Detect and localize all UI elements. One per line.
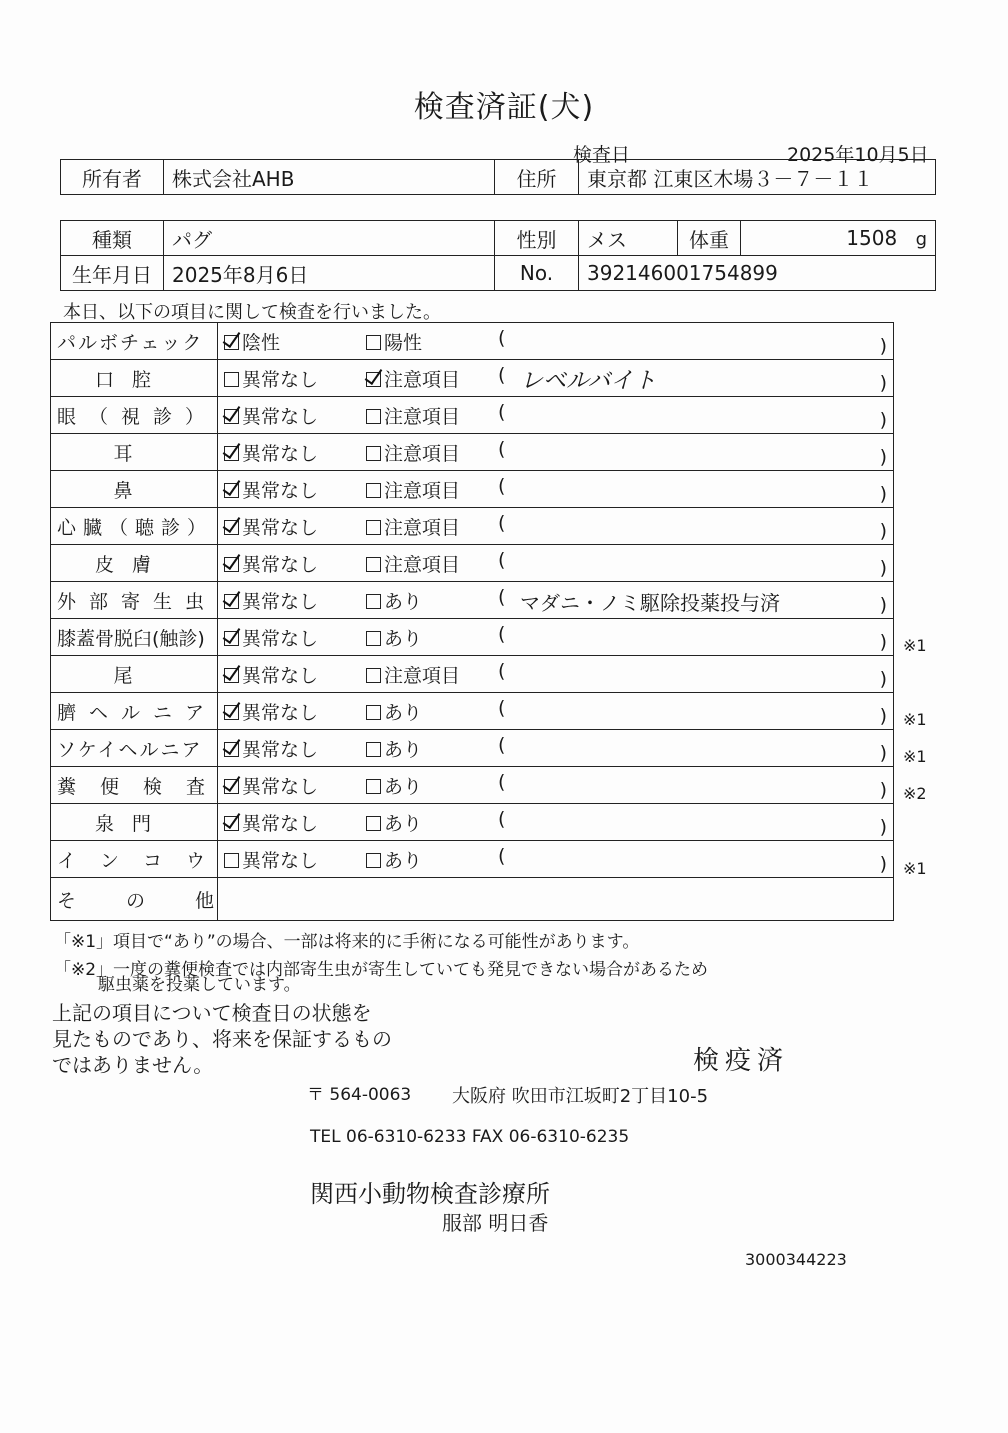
checkbox-icon[interactable] [224,557,239,572]
checkbox-icon[interactable] [366,816,381,831]
breed-value: パグ [164,221,495,256]
option-2[interactable] [366,513,460,540]
checkbox-icon[interactable] [366,520,381,535]
left-paren: ( [498,475,506,497]
option-1[interactable] [224,846,318,873]
option-1-label: 異常なし [242,554,319,576]
checklist-row [51,804,894,841]
row-label-cell [51,804,218,841]
note-2b: 駆虫薬を投薬しています。 [98,975,301,995]
row-label-cell [51,360,218,397]
option-2-label: あり [384,591,423,613]
row-label-cell [51,841,230,878]
checkbox-icon[interactable] [366,668,381,683]
right-paren: ) [879,816,887,838]
option-2-label: あり [384,702,423,724]
breed-label: 種類 [61,221,164,256]
option-1[interactable] [224,402,318,429]
checklist-row [51,619,894,656]
row-label [57,402,218,429]
right-paren: ) [879,520,887,542]
inspection-date: 2025年10月5日 [787,144,929,166]
row-label [57,809,207,836]
document-title: 検査済証(犬) [413,90,595,125]
note-2a: 「※2」一度の糞便検査では内部寄生虫が寄生していても発見できない場合があるため [54,960,709,980]
other-label-text: その他 [57,889,265,912]
option-1-label: 異常なし [242,480,319,502]
option-2[interactable] [366,587,422,614]
right-paren: ) [879,668,887,690]
inspected-stamp: 検疫済 [693,1046,790,1076]
option-1-label: 異常なし [242,369,319,391]
row-label [57,328,207,355]
owner-table [60,159,936,195]
checkbox-icon[interactable] [366,742,381,757]
row-label-cell [51,656,218,693]
row-label [57,772,230,799]
option-2[interactable] [366,365,460,392]
row-label-text: 心臓（聴診） [57,516,214,539]
row-label [57,846,230,873]
row-label [57,661,207,688]
row-body-cell [218,508,894,545]
checkbox-icon[interactable] [366,446,381,461]
left-paren: ( [498,623,506,645]
option-1-label: 陰性 [242,332,281,354]
checklist-row [51,841,894,878]
checkbox-icon[interactable] [366,631,381,646]
left-paren: ( [498,364,506,386]
option-2[interactable] [366,661,460,688]
option-2-label: あり [384,813,423,835]
option-2-label: 陽性 [384,332,423,354]
row-label-cell [51,471,218,508]
clinic-name: 関西小動物検査診療所 [310,1180,550,1208]
row-label-text: ソケイヘルニア [57,738,203,761]
right-paren: ) [879,372,887,394]
option-1[interactable] [224,439,318,466]
right-paren: ) [879,483,887,505]
checklist-row [51,397,894,434]
checklist-row [51,656,894,693]
footnote-mark: ※1 [903,858,927,878]
row-body-cell [218,582,894,619]
option-2-label: 注意項目 [384,369,461,391]
option-1[interactable] [224,550,318,577]
option-2-label: あり [384,850,423,872]
left-paren: ( [498,771,506,793]
checklist-row [51,508,894,545]
right-paren: ) [879,779,887,801]
checkbox-icon[interactable] [366,372,381,387]
other-value-cell [218,878,894,921]
checkbox-icon[interactable] [366,594,381,609]
row-body-cell [218,656,894,693]
left-paren: ( [498,697,506,719]
option-2[interactable] [366,402,460,429]
left-paren: ( [498,660,506,682]
row-label-cell [51,434,218,471]
option-2-label: 注意項目 [384,406,461,428]
checkbox-icon[interactable] [224,705,239,720]
disclaimer-line-3: ではありません。 [52,1053,214,1077]
row-label-cell [51,730,218,767]
row-label-text: 臍ヘルニア [57,701,218,724]
row-label [57,698,218,725]
inspection-date-label: 検査日 [573,144,631,166]
checkbox-icon[interactable] [224,520,239,535]
row-body-cell [218,804,894,841]
row-label-cell [51,323,218,360]
checklist-row [51,360,894,397]
birth-label: 生年月日 [61,256,164,291]
clinic-phone: TEL 06-6310-6233 FAX 06-6310-6235 [310,1127,630,1147]
option-1[interactable] [224,513,318,540]
option-1[interactable] [224,735,318,762]
option-2-label: 注意項目 [384,443,461,465]
left-paren: ( [498,512,506,534]
option-2-label: あり [384,739,423,761]
checkbox-icon[interactable] [224,668,239,683]
weight-value: 1508 [846,226,898,250]
row-label-cell [51,693,218,730]
left-paren: ( [498,401,506,423]
weight-cell [741,221,936,256]
row-label-text: 鼻 [113,479,151,502]
option-1[interactable] [224,476,318,503]
left-paren: ( [498,438,506,460]
option-2[interactable] [366,846,422,873]
disclaimer [52,1000,392,1078]
option-1-label: 異常なし [242,813,319,835]
footnote-mark: ※1 [903,710,927,729]
option-1-label: 異常なし [242,406,319,428]
row-label-text: パルボチェック [57,331,204,354]
checkbox-icon[interactable] [224,483,239,498]
checklist-row [51,730,894,767]
option-1[interactable] [224,624,318,651]
note-1: 「※1」項目で“あり”の場合、一部は将来的に手術になる可能性があります。 [54,932,640,952]
option-2[interactable] [366,698,422,725]
checkbox-icon[interactable] [224,742,239,757]
row-label-text: 泉門 [94,812,169,835]
address-label: 住所 [495,160,579,195]
checkbox-icon[interactable] [366,705,381,720]
option-1-label: 異常なし [242,739,319,761]
row-label-text: 尾 [113,664,151,687]
checkbox-icon[interactable] [366,779,381,794]
row-label-text: 耳 [113,442,151,465]
other-label [57,886,265,913]
row-label-cell [51,397,218,434]
row-body-cell [218,693,894,730]
row-label [57,439,207,466]
row-body-cell [218,545,894,582]
option-1[interactable] [224,809,318,836]
row-label [57,513,214,540]
row-label [57,365,207,392]
weight-label: 体重 [678,221,741,256]
disclaimer-line-1: 上記の項目について検査日の状態を [52,1001,372,1025]
checkbox-icon[interactable] [366,335,381,350]
right-paren: ) [879,742,887,764]
option-2-label: 注意項目 [384,665,461,687]
option-2[interactable] [366,735,422,762]
row-label [57,476,207,503]
row-label [57,550,207,577]
row-label-text: 皮膚 [94,553,169,576]
option-2-label: あり [384,628,423,650]
address-value: 東京都 江東区木場３－７－１１ [579,160,936,195]
birth-value: 2025年8月6日 [164,256,495,291]
row-body-cell [218,434,894,471]
owner-value: 株式会社AHB [164,160,495,195]
checklist-row [51,693,894,730]
checkbox-icon[interactable] [366,483,381,498]
option-2-label: あり [384,776,423,798]
checkbox-icon[interactable] [224,853,239,868]
doctor-name: 服部 明日香 [442,1211,549,1235]
right-paren: ) [879,631,887,653]
row-label [57,624,207,651]
right-paren: ) [879,446,887,468]
option-2-label: 注意項目 [384,554,461,576]
checklist-row [51,582,894,619]
row-body-cell [218,619,894,656]
checkbox-icon[interactable] [224,816,239,831]
option-1[interactable] [224,698,318,725]
right-paren: ) [879,409,887,431]
row-body-cell [218,360,894,397]
checkbox-icon[interactable] [224,446,239,461]
option-1-label: 異常なし [242,628,319,650]
right-paren: ) [879,705,887,727]
checklist-row [51,471,894,508]
left-paren: ( [498,549,506,571]
intro-text: 本日、以下の項目に関して検査を行いました。 [63,302,441,323]
other-label-cell [51,878,265,921]
checkbox-icon[interactable] [224,779,239,794]
row-label-text: インコウ [57,849,230,872]
right-paren: ) [879,557,887,579]
option-1[interactable] [224,772,318,799]
option-1[interactable] [224,365,318,392]
row-label-cell [51,508,218,545]
left-paren: ( [498,327,506,349]
row-label-text: 眼（視診） [57,405,218,428]
checkbox-icon[interactable] [224,631,239,646]
row-body-cell [218,471,894,508]
row-body-cell [218,397,894,434]
sex-value: メス [579,221,678,256]
right-paren: ) [879,853,887,875]
row-label-cell [51,767,230,804]
number-value: 392146001754899 [579,256,936,291]
row-label-cell [51,619,218,656]
option-2[interactable] [366,328,422,355]
checklist-row [51,434,894,471]
left-paren: ( [498,734,506,756]
weight-unit: g [915,229,927,250]
postal-code: 〒 564-0063 [307,1085,412,1105]
checklist-body [51,323,894,878]
checklist-table [50,322,894,921]
option-1-label: 異常なし [242,702,319,724]
option-2[interactable] [366,550,460,577]
row-label [57,587,218,614]
animal-table [60,220,936,291]
option-1-label: 異常なし [242,776,319,798]
row-body-cell [218,323,894,360]
option-1-label: 異常なし [242,591,319,613]
row-label-text: 口腔 [94,368,169,391]
row-label-text: 外部寄生虫 [57,590,218,613]
option-2[interactable] [366,809,422,836]
option-1-label: 異常なし [242,443,319,465]
checklist-row [51,767,894,804]
checkbox-icon[interactable] [366,853,381,868]
checkbox-icon[interactable] [366,409,381,424]
option-1-label: 異常なし [242,850,319,872]
sex-label: 性別 [495,221,579,256]
checkbox-icon[interactable] [224,594,239,609]
row-body-cell [218,730,894,767]
checkbox-icon[interactable] [224,409,239,424]
row-label-cell [51,582,218,619]
row-label-text: 糞便検査 [57,775,230,798]
right-paren: ) [879,594,887,616]
left-paren: ( [498,586,506,608]
footnote-mark: ※2 [903,784,927,804]
option-2-label: 注意項目 [384,480,461,502]
row-body-cell [218,767,894,804]
left-paren: ( [498,845,506,867]
option-1[interactable] [224,328,280,355]
option-1-label: 異常なし [242,517,319,539]
option-1[interactable] [224,587,318,614]
option-2[interactable] [366,476,460,503]
checklist-row [51,323,894,360]
option-2[interactable] [366,439,460,466]
number-label: No. [495,256,579,291]
option-2[interactable] [366,624,422,651]
left-paren: ( [498,808,506,830]
row-body-cell [218,841,894,878]
clinic-address: 大阪府 吹田市江坂町2丁目10-5 [452,1086,709,1107]
option-2-label: 注意項目 [384,517,461,539]
row-label-text: 膝蓋骨脱臼(触診) [57,627,205,650]
row-note: レベルバイト [520,368,657,394]
footnote-mark: ※1 [903,635,927,655]
option-1[interactable] [224,661,318,688]
footnote-mark: ※1 [903,747,927,767]
checklist-row [51,545,894,582]
checkbox-icon[interactable] [366,557,381,572]
checkbox-icon[interactable] [224,335,239,350]
row-label-cell [51,545,218,582]
disclaimer-line-2: 見たものであり、将来を保証するもの [52,1027,392,1051]
checkbox-icon[interactable] [224,372,239,387]
right-paren: ) [879,335,887,357]
option-2[interactable] [366,772,422,799]
owner-label: 所有者 [61,160,164,195]
row-note: マダニ・ノミ駆除投薬投与済 [520,591,780,615]
row-label [57,735,207,762]
serial-number: 3000344223 [745,1250,847,1269]
option-1-label: 異常なし [242,665,319,687]
